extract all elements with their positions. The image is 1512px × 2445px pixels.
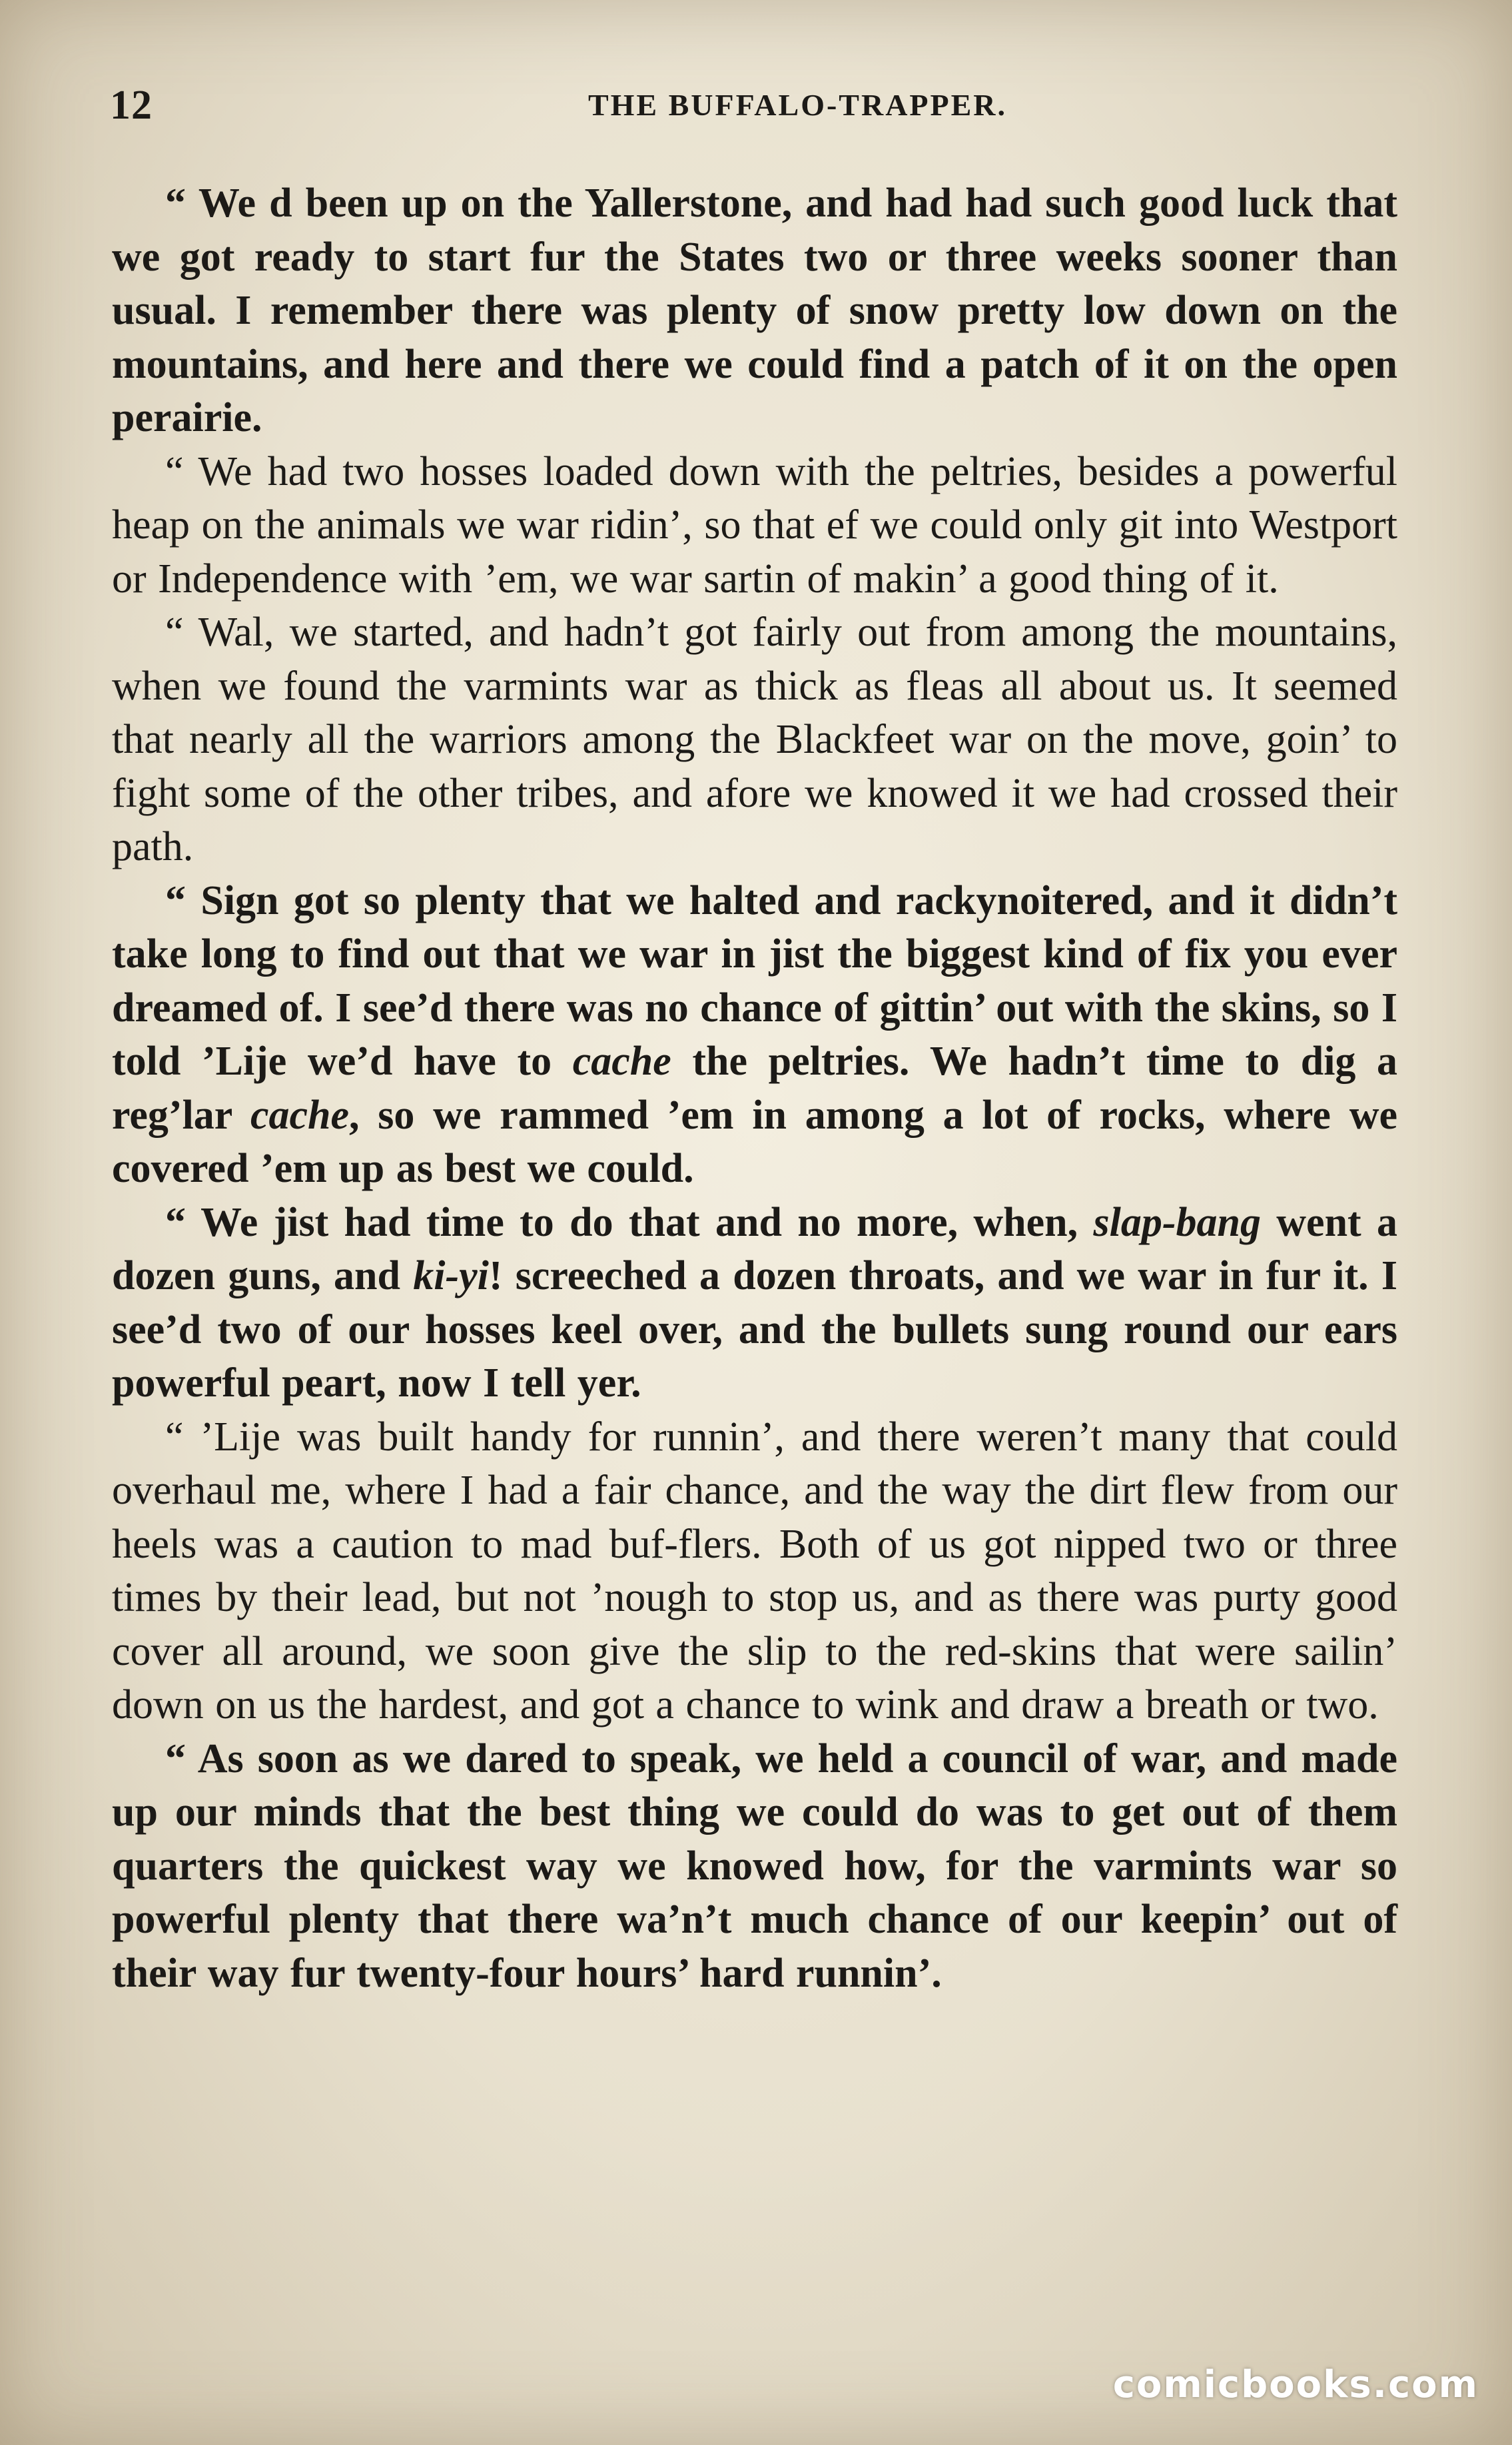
text-segment: “ We d been up on the Yallerstone, and had had such good luck that we got ready to start fur the States two or three weeks sooner than usual. I remember there was plenty of snow pretty low down on the mountains, and here and there we could find a patch of it on the open perairie. [112,181,1397,440]
italic-phrase: slap-bang [1093,1199,1261,1245]
paragraph-3 [112,606,1397,874]
italic-phrase: ki-yi [413,1253,489,1298]
running-head: THE BUFFALO-TRAPPER. [587,88,1008,122]
page-header [110,79,1399,132]
text-segment: “ ’Lije was built handy for runnin’, and there weren’t many that could overhaul me, where I had a fair chance, and the way the dirt flew from our heels was a caution to mad buf-flers. Both of us got nipped two or three times by their lead, but not ’nough to stop us, and as there was purty good cover all around, we soon give the slip to the red-skins that were sailin’ down on us the hardest, and got a chance to wink and draw a breath or two. [112,1414,1397,1727]
paragraph-4 [112,874,1397,1196]
text-segment: ! screeched a dozen throats, and we war in fur it. I see’d two of our hosses keel over, and the bullets sung round our ears powerful peart, now I tell yer. [112,1253,1397,1406]
text-segment: “ We jist had time to do that and no more, when, [165,1199,1094,1245]
body-text [112,177,1397,2000]
text-segment: “ Sign got so plenty that we halted and rackynoitered, and it didn’t take long to find out that we war in jist the biggest kind of fix you ever dreamed of. I see’d there was no chance of gittin’ out with the skins, so I told ’Lije we’d have to [112,877,1397,1084]
text-segment: “ As soon as we dared to speak, we held a council of war, and made up our minds that the best thing we could do was to get out of them quarters the quickest way we knowed how, for the varmints war so powerful plenty that there wa’n’t much chance of our keepin’ out of their way fur twenty-four hours’ hard runnin’. [112,1735,1397,1996]
paragraph-1 [112,177,1397,445]
paragraph-5 [112,1196,1397,1410]
italic-phrase: cache [572,1039,671,1084]
italic-phrase: cache [250,1092,349,1138]
text-segment: “ Wal, we started, and hadn’t got fairly out from among the mountains, when we found the varmints war as thick as fleas all about us. It seemed that nearly all the warriors among the Blackfeet war on the move, goin’ to fight some of the other tribes, and afore we knowed it we had crossed their path. [112,610,1397,869]
paragraph-7 [112,1732,1397,2001]
paragraph-6 [112,1410,1397,1732]
text-segment: the peltries. We hadn’t time to dig a reg’lar [112,1039,1398,1138]
watermark: comicbooks.com [1112,2363,1479,2406]
text-segment: “ We had two hosses loaded down with the peltries, besides a powerful heap on the animals we war ridin’, so that ef we could only git into Westport or Independence with ’em, we war sartin of makin’ a good thing of it. [112,448,1397,602]
text-segment: went a dozen guns, and [112,1199,1398,1298]
text-segment: , so we rammed ’em in among a lot of rocks, where we covered ’em up as best we could. [112,1092,1397,1191]
page-number: 12 [110,83,153,128]
paragraph-2 [112,445,1397,606]
